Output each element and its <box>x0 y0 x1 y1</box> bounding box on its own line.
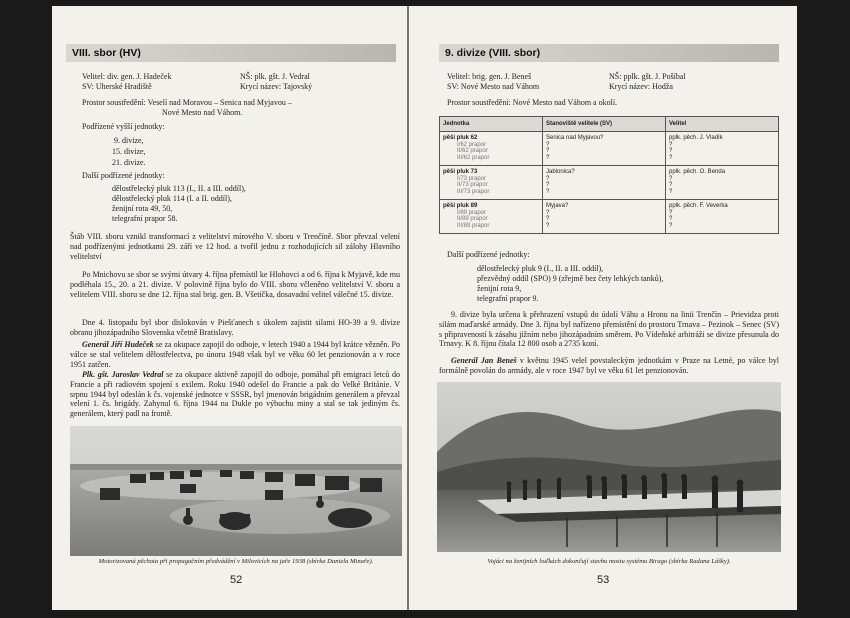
other-unit-item: dělostřelecký pluk 113 (I., II. a III. oddíl), <box>112 184 246 193</box>
codename-line: Krycí název: Hodža <box>609 82 673 91</box>
commander-cell: pplk. pěch. J. Vladík ? ? ? <box>666 132 779 166</box>
page-number: 52 <box>230 574 243 586</box>
photo-caption: Motorizovaná pěchota při propagačním předvádění v Milovicích na jaře 1938 (sbírka Daniela Minaře). <box>98 558 374 565</box>
commander-cell: pplk. pěch. F. Veverka ? ? ? <box>666 200 779 234</box>
other-units-title: Další podřízené jednotky: <box>82 171 165 180</box>
person-name: Generál Jan Beneš <box>451 356 517 365</box>
person-name: Plk. gšt. Jaroslav Vedral <box>82 370 164 379</box>
paragraph-text: se za okupace zapojil do odboje, v letech 1940 a 1944 byl krátce vězněn. Po válce se stal velitelem dělostřelectva, po únoru 1948 však byl ve věku 60 let penzionován a v roce 1951 zatčen. <box>70 340 400 369</box>
table-header: Velitel <box>666 117 779 132</box>
table-row <box>440 166 779 200</box>
other-unit-item: ženijní rota 9, <box>477 284 522 293</box>
paragraph: Dne 4. listopadu byl sbor dislokován v Piešťanech s úkolem zajistit silami HO-39 a 9. divize obranu jihozápadního Slovenska včetně Bratislavy. <box>70 318 400 337</box>
paragraph-text: se za okupace aktivně zapojil do odboje, pomáhal při emigraci letců do Francie a při radiovém spojení s exilem. Roku 1940 odešel do Francie a pak do Velké Británie. V srpnu 1944 byl odeslán k čs. vojenské jednotce v SSSR, byl jmenován brigádním generálem a převzal velení 1. čs. brigády. Zahynul 6. října 1944 na Dukle po výbuchu miny a stal se tak jediným čs. generálem, který padl na frontě. <box>70 370 400 419</box>
hq-line: SV: Uherské Hradiště <box>82 82 152 91</box>
other-units-title: Další podřízené jednotky: <box>447 250 530 259</box>
section-heading: 9. divize (VIII. sbor) <box>445 47 541 59</box>
right-page <box>409 6 797 610</box>
person-name: Generál Jiří Hudeček <box>82 340 154 349</box>
paragraph: Štáb VIII. sboru vznikl transformací z velitelství mírového V. sboru v Trenčíně. Sbor převzal velení nad podřízenými jednotkami 29. září ve 12 hod. a tvořil jednu z rozhodujících sil zálohy Hlavního velitelství <box>70 232 400 261</box>
other-unit-item: ženijní rota 49, 50, <box>112 204 173 213</box>
hq-line: SV: Nové Mesto nad Váhom <box>447 82 540 91</box>
section-heading-bar <box>66 44 396 62</box>
subordinate-item: 21. divize. <box>112 158 146 167</box>
table-row <box>440 200 779 234</box>
left-page <box>52 6 407 610</box>
paragraph: Po Mnichovu se sbor se svými útvary 4. října přemístil ke Hlohovci a od 6. října k Myjavě, kde mu podléhala 15., 20. a 21. divize. V polovině října bylo do VIII. sboru včleněno velitelství V. sboru a velitelem VIII. sboru se dne 12. října stal brig. gen. B. Všetička, dosavadní velitel válečné 15. divize. <box>70 270 400 299</box>
photo-motorized-infantry <box>70 426 402 556</box>
regiment-name: pěší pluk 73 <box>443 169 478 175</box>
unit-cell <box>440 200 543 234</box>
assembly-area-line-2: Nové Mesto nad Váhom. <box>162 108 243 117</box>
paragraph: 9. divize byla určena k přehrazení vstupů do údolí Váhu a Hronu na linii Trenčín – Prievidza proti silám maďarské armády. Dne 3. října byl nařízeno přemístění do prostoru Trnava – Pezinok – Senec (SV) s připraveností k zásahu jižním nebo jihozápadním směrem. Po Vídeňské arbitráži se divize přesunula do Trnavy. K 8. říjnu čítala 12 800 osob a 2735 koní. <box>439 310 779 349</box>
photo-pontoon-bridge <box>437 382 781 552</box>
table-header: Stanoviště velitele (SV) <box>543 117 666 132</box>
unit-cell <box>440 132 543 166</box>
subordinate-item: 15. divize, <box>112 147 146 156</box>
battalion-list: I/62 prapor II/62 prapor III/62 prapor <box>457 141 490 161</box>
commander-line: Velitel: brig. gen. J. Beneš <box>447 72 532 81</box>
table-row <box>440 132 779 166</box>
paragraph <box>439 356 779 376</box>
photo-caption: Vojáci na ženijních loďkách dokončují stavbu mostu systému Birago (sbírka Radana Lášky). <box>487 558 731 565</box>
subordinate-item: 9. divize, <box>114 136 144 145</box>
table-header: Jednotka <box>440 117 543 132</box>
paragraph <box>70 340 400 369</box>
other-unit-item: dělostřelecký pluk 114 (I. a II. oddíl), <box>112 194 232 203</box>
assembly-area-line: Prostor soustředění: Veselí nad Moravou – Senica nad Myjavou – <box>82 98 292 107</box>
assembly-area-line: Prostor soustředění: Nové Mesto nad Váhom a okolí. <box>447 98 618 107</box>
other-unit-item: přezvědný oddíl (SPO) 9 (zřejmě bez čety lehkých tanků), <box>477 274 664 283</box>
section-heading: VIII. sbor (HV) <box>72 47 141 59</box>
subordinate-title: Podřízené vyšší jednotky: <box>82 122 165 131</box>
hq-cell: Senica nad Myjavou? ? ? ? <box>543 132 666 166</box>
battalion-list: I/89 prapor II/89 prapor III/89 prapor <box>457 209 490 229</box>
commander-line: Velitel: div. gen. J. Hadeček <box>82 72 172 81</box>
page-number: 53 <box>597 574 610 586</box>
codename-line: Krycí název: Tajovský <box>240 82 313 91</box>
section-heading-bar <box>439 44 779 62</box>
battalion-list: I/73 prapor II/73 prapor III/73 prapor <box>457 175 490 195</box>
commander-cell: pplk. pěch. O. Benda ? ? ? <box>666 166 779 200</box>
hq-cell: Myjava? ? ? ? <box>543 200 666 234</box>
paragraph-text: v květnu 1945 velel povstaleckým jednotkám v Praze na Letné, po válce byl formálně povolán do armády, ale v roce 1947 byl ve věku 61 let penzionován. <box>439 356 779 375</box>
regiment-name: pěší pluk 62 <box>443 135 478 141</box>
hq-cell: Jablonica? ? ? ? <box>543 166 666 200</box>
other-unit-item: dělostřelecký pluk 9 (I., II. a III. oddíl), <box>477 264 604 273</box>
unit-cell <box>440 166 543 200</box>
other-unit-item: telegrafní prapor 58. <box>112 214 178 223</box>
chief-of-staff-line: NŠ: plk. gšt. J. Vedral <box>240 72 310 81</box>
table-header-row <box>440 117 779 132</box>
paragraph <box>70 370 400 419</box>
units-table <box>439 116 779 234</box>
chief-of-staff-line: NŠ: pplk. gšt. J. Pošíbal <box>609 72 686 81</box>
regiment-name: pěší pluk 89 <box>443 203 478 209</box>
other-unit-item: telegrafní prapor 9. <box>477 294 539 303</box>
